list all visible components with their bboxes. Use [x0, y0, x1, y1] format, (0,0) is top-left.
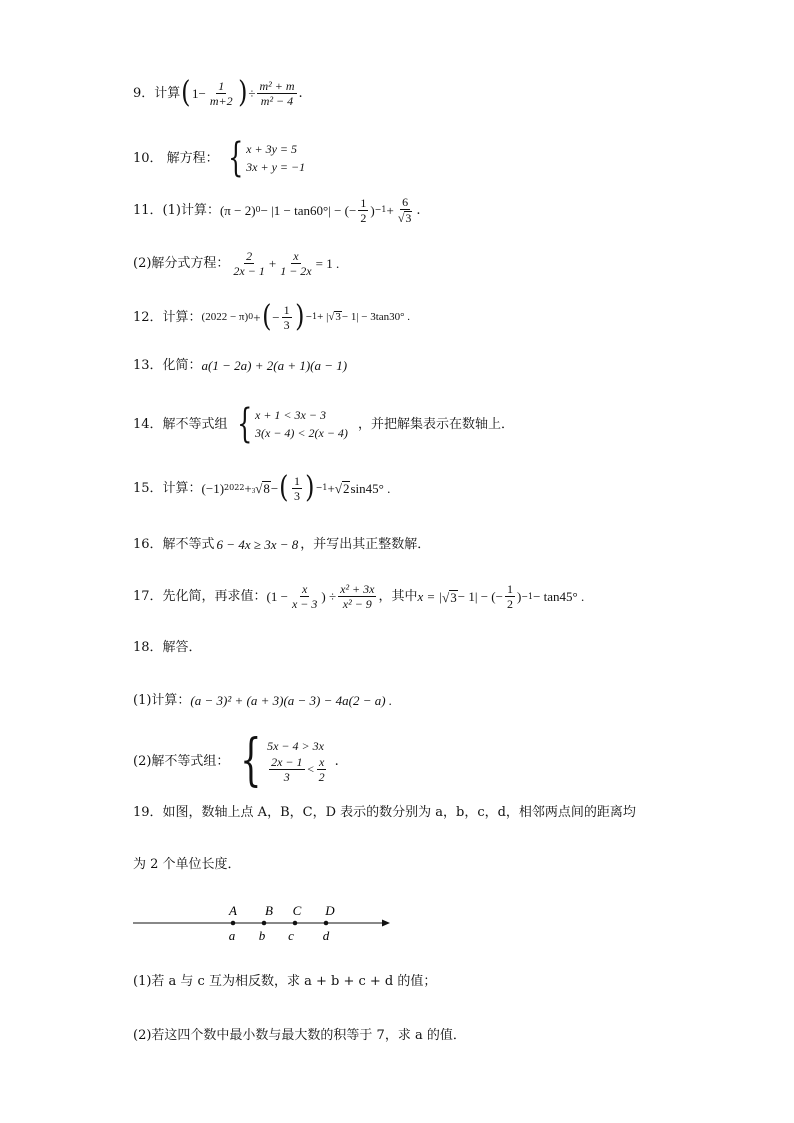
problem-14-label: 14．解不等式组: [133, 416, 228, 432]
problem-10-label: 10． 解方程：: [133, 150, 219, 166]
point-a-label: A: [229, 903, 237, 918]
problem-17-label: 17．先化简，再求值：: [133, 589, 267, 604]
fraction: $\frac{1}{2}$: [506, 582, 513, 611]
problem-9-label: 9．计算: [133, 85, 181, 101]
problem-13-label: 13．化简：: [133, 358, 202, 373]
fraction: $\frac{1}{m+2}$: [209, 78, 233, 108]
problem-11-part-2: (2)解分式方程： $\frac{2}{2x - 1}$ + $\frac{x}{1 - 2x}$ = 1 .: [133, 249, 340, 278]
point-a-dot: [231, 921, 236, 926]
problem-14: 14．解不等式组 { x + 1 < 3x − 3 3(x − 4) < 2(x − 4) ，并把解集表示在数轴上．: [133, 401, 514, 447]
square-root: √ 2: [334, 481, 350, 496]
point-b-label: B: [265, 903, 273, 918]
fraction: 6 √ 3: [397, 195, 412, 225]
fraction: $\frac{x}{2}$: [318, 754, 325, 784]
problem-11-label: 11．(1)计算：: [133, 202, 220, 218]
problem-18-1-label: (1)计算：: [133, 693, 191, 708]
fraction: $\frac{x}{1 - 2x}$: [280, 249, 312, 278]
point-d-dot: [324, 921, 329, 926]
fraction: $\frac{1}{2}$: [360, 195, 367, 225]
problem-18-part-2: (2)解不等式组： { 5x − 4 > 3x $\frac{2x - 1}{3}$ < $\frac{x}{2}$ .: [133, 728, 339, 793]
problem-13: 13．化简： a(1 − 2a) + 2(a + 1)(a − 1): [133, 358, 348, 373]
problem-16-label: 16．解不等式: [133, 537, 215, 552]
equation-system: { x + 3y = 5 3x + y = −1: [227, 135, 306, 181]
problem-19-text: 19．如图，数轴上点 A，B，C，D 表示的数分别为 a，b，c，d，相邻两点间的距离均: [133, 805, 636, 820]
point-d-label: D: [325, 903, 335, 918]
problem-12: 12．计算： (2022 − π) 0 + ( − $\frac{1}{3}$ ) −1 + | √ 3 − 1| − 3tan30° .: [133, 299, 411, 334]
fraction: $\frac{\text{m² + m}}{\text{m² − 4}}$: [259, 78, 295, 108]
problem-10: [133, 135, 734, 181]
problem-18-part-1: (1)计算： (a − 3)² + (a + 3)(a − 3) − 4a(2 − a) .: [133, 693, 393, 708]
point-b-dot: [262, 921, 267, 926]
square-root: √ 3: [328, 311, 341, 323]
fraction: $\frac{2x - 1}{3}$: [271, 754, 303, 784]
problem-17: 17．先化简，再求值： (1 − $\frac{x}{x - 3}$ ) ÷ $\frac{\text{x² + 3x}}{\text{x² − 9}}$ ，其中 x = | √ 3 − 1| − (− $\frac{1}{2}$ ) −1 − tan45° .: [133, 582, 585, 611]
problem-9: 9．计算 ( 1− $\frac{1}{m+2}$ ) ÷ $\frac{\text{m² + m}}{\text{m² − 4}}$ .: [133, 75, 303, 110]
problem-18: [133, 641, 734, 654]
point-c-label: C: [292, 903, 302, 918]
number-line-arrow-icon: [382, 920, 390, 927]
problem-15-label: 15．计算：: [133, 480, 202, 496]
problem-18-2-label: (2)解不等式组：: [133, 753, 230, 769]
fraction: $\frac{1}{3}$: [293, 473, 300, 503]
problem-19-line-2: 为 2 个单位长度．: [133, 857, 241, 872]
problem-16: 16．解不等式 6 − 4x ≥ 3x − 8 ，并写出其正整数解．: [133, 537, 431, 552]
cube-root: 3 √ 8: [251, 481, 270, 496]
problem-12-label: 12．计算：: [133, 309, 202, 325]
inequality-system: { x + 1 < 3x − 3 3(x − 4) < 2(x − 4): [236, 401, 348, 447]
value-b-label: b: [258, 928, 266, 943]
problem-19-question-1: (1)若 a 与 c 互为相反数，求 a + b + c + d 的值；: [133, 974, 437, 989]
value-c-label: c: [288, 928, 294, 943]
fraction: $\frac{\text{x² + 3x}}{\text{x² − 9}}$: [340, 582, 375, 611]
number-line: [128, 898, 398, 946]
value-d-label: d: [322, 928, 330, 943]
problem-19-line-1: [133, 806, 734, 819]
problem-18-label: 18．解答．: [133, 640, 202, 655]
problem-11-2-label: (2)解分式方程：: [133, 256, 230, 271]
inequality-system: { 5x − 4 > 3x $\frac{2x - 1}{3}$ < $\frac{x}{2}$: [240, 728, 325, 793]
problem-15: 15．计算： (−1) 2022 + 3 √ 8 − ( $\frac{1}{3}$ ) −1 + √ 2 sin45° .: [133, 470, 391, 505]
square-root: √ 3: [442, 589, 457, 605]
point-c-dot: [293, 921, 298, 926]
problem-11-part-1: 11．(1)计算： (π − 2) 0 − |1 − tan60°| − (− $\frac{1}{2}$ ) −1 + 6 √ 3 .: [133, 195, 421, 225]
fraction: $\frac{1}{3}$: [283, 302, 290, 332]
fraction: $\frac{x}{x - 3}$: [291, 582, 318, 611]
value-a-label: a: [228, 928, 236, 943]
problem-19-question-2: (2)若这四个数中最小数与最大数的积等于 7，求 a 的值．: [133, 1028, 466, 1043]
problem-9-term: 1−: [192, 85, 206, 101]
fraction: $\frac{2}{2x - 1}$: [233, 249, 265, 278]
